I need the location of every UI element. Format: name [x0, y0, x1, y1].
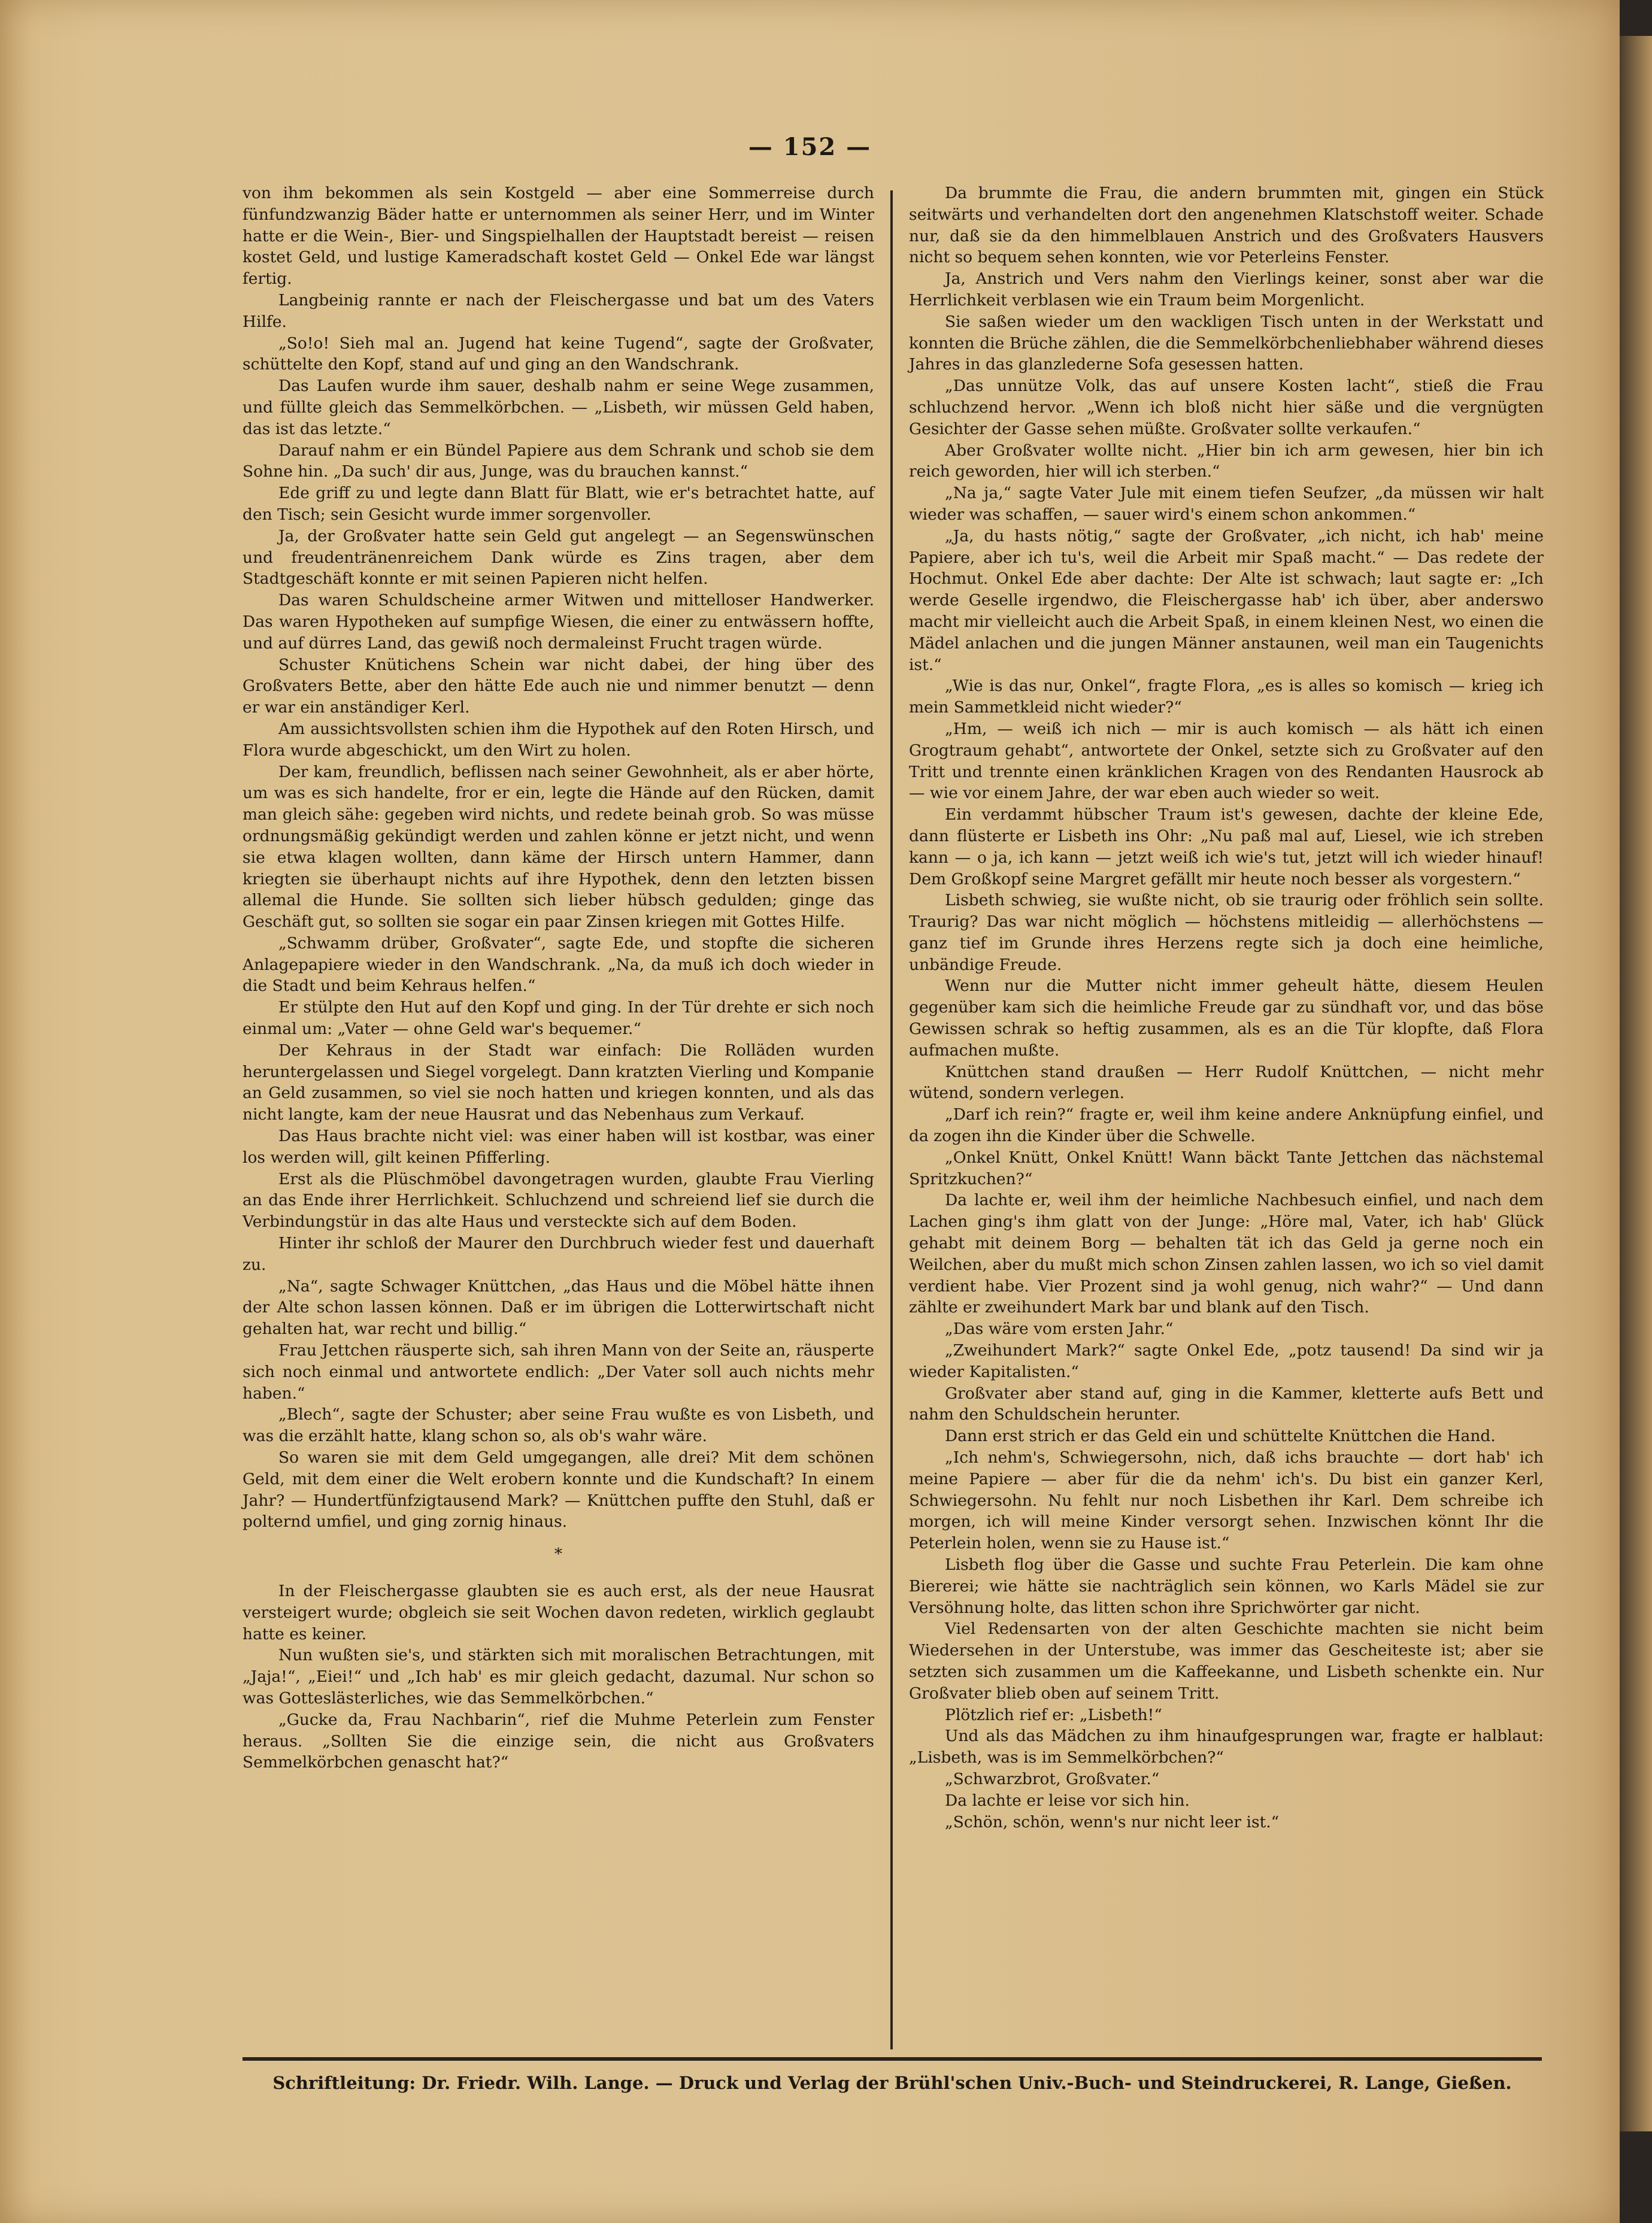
paragraph: Da brummte die Frau, die andern brummten mit, gingen ein Stück seitwärts und verhandelten dort den angenehmen Klatschstoff weiter. Schade nur, daß sie da den himmelblauen Anstrich und des Großvaters Hausvers nicht so bequem sehen konnten, wie vor Peterleins Fenster.: [909, 184, 1544, 267]
paragraph: Lisbeth schwieg, sie wußte nicht, ob sie traurig oder fröhlich sein sollte. Traurig? Das war nicht möglich — höchstens mitleidig — allerhöchstens — ganz tief im Grunde ihres Herzens regte sich ja doch eine heimliche, unbändige Freude.: [909, 891, 1544, 974]
paragraph: „So!o! Sieh mal an. Jugend hat keine Tugend“, sagte der Großvater, schüttelte den Kopf, stand auf und ging an den Wandschrank.: [243, 333, 874, 374]
paragraph: Das Haus brachte nicht viel: was einer haben will ist kostbar, was einer los werden will, gilt keinen Pfifferling.: [243, 1127, 874, 1167]
paragraph: Nun wußten sie's, und stärkten sich mit moralischen Betrachtungen, mit „Jaja!“, „Eiei!“ und „Ich hab' es mir gleich gedacht, dazumal. Nur schon so was Gotteslästerliches, wie das Semmelkörbchen.“: [243, 1646, 874, 1708]
paragraph: Wenn nur die Mutter nicht immer geheult hätte, diesem Heulen gegenüber kam sich die heimliche Freude gar zu sündhaft vor, und das böse Gewissen schrak so heftig zusammen, als es an die Tür klopfte, daß Flora aufmachen mußte.: [909, 976, 1544, 1060]
imprint-footer: Schriftleitung: Dr. Friedr. Wilh. Lange. — Druck und Verlag der Brühl'schen Univ.-Buch- und Steindruckerei, R. Lange, Gießen.: [272, 2073, 1512, 2093]
paragraph: Schuster Knütichens Schein war nicht dabei, der hing über des Großvaters Bette, aber den hätte Ede auch nie und nimmer benutzt — denn er war ein anständiger Kerl.: [243, 655, 874, 717]
paragraph: Aber Großvater wollte nicht. „Hier bin ich arm gewesen, hier bin ich reich geworden, hier will ich sterben.“: [909, 441, 1544, 481]
left-column: [243, 183, 874, 1773]
paragraph: „Gucke da, Frau Nachbarin“, rief die Muhme Peterlein zum Fenster heraus. „Sollten Sie die einzige sein, die nicht aus Großvaters Semmelkörbchen genascht hat?“: [243, 1710, 874, 1772]
paragraph: „Zweihundert Mark?“ sagte Onkel Ede, „potz tausend! Da sind wir ja wieder Kapitalisten.“: [909, 1341, 1544, 1381]
paragraph: Langbeinig rannte er nach der Fleischergasse und bat um des Vaters Hilfe.: [243, 290, 874, 331]
paragraph: „Schön, schön, wenn's nur nicht leer ist.“: [945, 1812, 1280, 1831]
paragraph: Ja, der Großvater hatte sein Geld gut angelegt — an Segenswünschen und freudentränenreichem Dank würde es Zins tragen, aber dem Stadtgeschäft konnte er mit seinen Papieren nicht helfen.: [243, 526, 874, 589]
paragraph: „Na ja,“ sagte Vater Jule mit einem tiefen Seufzer, „da müssen wir halt wieder was schaffen, — sauer wird's einem schon ankommen.“: [909, 484, 1544, 524]
paragraph: „Blech“, sagte der Schuster; aber seine Frau wußte es von Lisbeth, und was die erzählt hatte, klang schon so, als ob's wahr wäre.: [243, 1405, 874, 1446]
paragraph: „Das wäre vom ersten Jahr.“: [945, 1320, 1174, 1339]
paragraph: Hinter ihr schloß der Maurer den Durchbruch wieder fest und dauerhaft zu.: [243, 1234, 874, 1274]
column-divider: [890, 190, 893, 2049]
paragraph: „Onkel Knütt, Onkel Knütt! Wann bäckt Tante Jettchen das nächstemal Spritzkuchen?“: [909, 1148, 1544, 1188]
paragraph: Sie saßen wieder um den wackligen Tisch unten in der Werkstatt und konnten die Brüche zählen, die die Semmelkörbchenliebhaber während dieses Jahres in das glanzlederne Sofa gesessen hatten.: [909, 312, 1544, 374]
footer-rule: [243, 2057, 1542, 2061]
paragraph: Ede griff zu und legte dann Blatt für Blatt, wie er's betrachtet hatte, auf den Tisch; sein Gesicht wurde immer sorgenvoller.: [243, 484, 874, 524]
paragraph: Da lachte er leise vor sich hin.: [945, 1791, 1190, 1810]
paragraph: Das Laufen wurde ihm sauer, deshalb nahm er seine Wege zusammen, und füllte gleich das Semmelkörbchen. — „Lisbeth, wir müssen Geld haben, das ist das letzte.“: [243, 377, 874, 438]
paragraph: Ein verdammt hübscher Traum ist's gewesen, dachte der kleine Ede, dann flüsterte er Lisbeth ins Ohr: „Nu paß mal auf, Liesel, wie ich streben kann — o ja, ich kann — jetzt weiß ich wie's tut, jetzt will ich wieder hinauf! Dem Großkopf seine Margret gefällt mir heute noch besser als vorgestern.“: [909, 805, 1544, 888]
paragraph: „Na“, sagte Schwager Knüttchen, „das Haus und die Möbel hätte ihnen der Alte schon lassen können. Daß er im übrigen die Lotterwirtschaft nicht gehalten hat, war recht und billig.“: [243, 1276, 874, 1339]
paragraph: „Ja, du hasts nötig,“ sagte der Großvater, „ich nicht, ich hab' meine Papiere, aber ich tu's, weil die Arbeit mir Spaß macht.“ — Das redete der Hochmut. Onkel Ede aber dachte: Der Alte ist schwach; laut sagte er: „Ich werde Geselle irgendwo, die Fleischergasse hab' ich über, aber anderswo macht mir vielleicht auch die Arbeit Spaß, in einem kleinen Nest, wo einen die Mädel anlachen und die jungen Männer anstaunen, weil man ein Taugenichts ist.“: [909, 526, 1544, 674]
adjacent-page-edge: [1620, 36, 1652, 2131]
paragraph: So waren sie mit dem Geld umgegangen, alle drei? Mit dem schönen Geld, mit dem einer die Welt erobern konnte und die Kundschaft? In einem Jahr? — Hundertfünfzigtausend Mark? — Knüttchen puffte den Stuhl, daß er polternd umfiel, und ging zornig hinaus.: [243, 1448, 874, 1531]
paragraph: „Ich nehm's, Schwiegersohn, nich, daß ichs brauchte — dort hab' ich meine Papiere — aber für die da nehm' ich's. Du bist ein ganzer Kerl, Schwiegersohn. Nu fehlt nur noch Lisbethen ihr Karl. Dem schreibe ich morgen, ich will meine Kinder versorgt sehen. Inzwischen könnt Ihr die Peterlein holen, wenn sie zu Hause ist.“: [909, 1448, 1544, 1553]
paragraph: „Darf ich rein?“ fragte er, weil ihm keine andere Anknüpfung einfiel, und da zogen ihn die Kinder über die Schwelle.: [909, 1105, 1544, 1146]
paragraph: Frau Jettchen räusperte sich, sah ihren Mann von der Seite an, räusperte sich noch einmal und antwortete endlich: „Der Vater soll auch nichts mehr haben.“: [243, 1341, 874, 1403]
paragraph: „Das unnütze Volk, das auf unsere Kosten lacht“, stieß die Frau schluchzend hervor. „Wenn ich bloß nicht hier säße und die vergnügten Gesichter der Gasse sehen müßte. Großvater sollte verkaufen.“: [909, 377, 1544, 438]
right-column: [909, 183, 1544, 1833]
paragraph: „Wie is das nur, Onkel“, fragte Flora, „es is alles so komisch — krieg ich mein Sammetkleid nicht wieder?“: [909, 677, 1544, 717]
paragraph: Großvater aber stand auf, ging in die Kammer, kletterte aufs Bett und nahm den Schuldschein herunter.: [909, 1384, 1544, 1424]
paragraph: Ja, Anstrich und Vers nahm den Vierlings keiner, sonst aber war die Herrlichkeit verblasen wie ein Traum beim Morgenlicht.: [909, 269, 1544, 310]
paragraph: Lisbeth flog über die Gasse und suchte Frau Peterlein. Die kam ohne Biererei; wie hätte sie nachträglich sein können, wo Karls Mädel sie zur Versöhnung holte, das litten schon ihre Sprichwörter gar nicht.: [909, 1555, 1544, 1617]
section-break-star: *: [554, 1545, 563, 1564]
paragraph: Knüttchen stand draußen — Herr Rudolf Knüttchen, — nicht mehr wütend, sondern verlegen.: [909, 1062, 1544, 1103]
paragraph: Er stülpte den Hut auf den Kopf und ging. In der Tür drehte er sich noch einmal um: „Vater — ohne Geld war's bequemer.“: [243, 998, 874, 1039]
paragraph: Und als das Mädchen zu ihm hinaufgesprungen war, fragte er halblaut: „Lisbeth, was is im Semmelkörbchen?“: [909, 1727, 1544, 1767]
paragraph: Viel Redensarten von der alten Geschichte machten sie nicht beim Wiedersehen in der Unterstube, was immer das Gescheiteste ist; aber sie setzten sich zusammen um die Kaffeekanne, und Lisbeth schenkte ein. Nur Großvater blieb oben auf seinem Tritt.: [909, 1620, 1544, 1703]
paragraph: In der Fleischergasse glaubten sie es auch erst, als der neue Hausrat versteigert wurde; obgleich sie seit Wochen davon redeten, wirklich geglaubt hatte es keiner.: [243, 1582, 874, 1643]
paragraph: Da lachte er, weil ihm der heimliche Nachbesuch einfiel, und nach dem Lachen ging's ihm glatt von der Junge: „Höre mal, Vater, ich hab' Glück gehabt mit deinem Borg — behalten tät ich das Geld ja gerne noch ein Weilchen, aber du mußt mich schon Zinsen zahlen lassen, wo ich so viel damit verdient habe. Vier Prozent sind ja wohl genug, nich wahr?“ — Und dann zählte er zweihundert Mark bar und blank auf den Tisch.: [909, 1191, 1544, 1317]
paragraph: Plötzlich rief er: „Lisbeth!“: [945, 1705, 1162, 1724]
paragraph: Dann erst strich er das Geld ein und schüttelte Knüttchen die Hand.: [945, 1427, 1496, 1446]
paragraph: Das waren Schuldscheine armer Witwen und mittelloser Handwerker. Das waren Hypotheken auf sumpfige Wiesen, die einer zu entwässern hoffte, und auf dürres Land, das gewiß noch dermaleinst Frucht tragen würde.: [243, 591, 874, 653]
paragraph: „Hm, — weiß ich nich — mir is auch komisch — als hätt ich einen Grogtraum gehabt“, antwortete der Onkel, setzte sich zu Großvater auf den Tritt und trennte einen kränklichen Kragen von des Rendanten Hausrock ab — wie vor einem Jahre, der war eben auch wieder so weit.: [909, 719, 1544, 803]
paragraph: Der Kehraus in der Stadt war einfach: Die Rolläden wurden heruntergelassen und Siegel vorgelegt. Dann kratzten Vierling und Kompanie an Geld zusammen, so viel sie noch hatten und kriegen konnten, und als das nicht langte, kam der neue Hausrat und das Nebenhaus zum Verkauf.: [243, 1041, 874, 1124]
paragraph: von ihm bekommen als sein Kostgeld — aber eine Sommerreise durch fünfundzwanzig Bäder hatte er unternommen als seiner Herr, und im Winter hatte er die Wein-, Bier- und Singspielhallen der Hauptstadt bereist — reisen kostet Geld, und lustige Kameradschaft kostet Geld — Onkel Ede war längst fertig.: [243, 184, 874, 289]
paragraph: Am aussichtsvollsten schien ihm die Hypothek auf den Roten Hirsch, und Flora wurde abgeschickt, um den Wirt zu holen.: [243, 719, 874, 760]
paragraph: „Schwamm drüber, Großvater“, sagte Ede, und stopfte die sicheren Anlagepapiere wieder in den Wandschrank. „Na, da muß ich doch wieder in die Stadt und beim Kehraus helfen.“: [243, 933, 874, 996]
paragraph: Darauf nahm er ein Bündel Papiere aus dem Schrank und schob sie dem Sohne hin. „Da such' dir aus, Junge, was du brauchen kannst.“: [243, 441, 874, 481]
page-number: — 152 —: [748, 133, 872, 161]
paragraph: Der kam, freundlich, beflissen nach seiner Gewohnheit, als er aber hörte, um was es sich handelte, fror er ein, legte die Hände auf den Rücken, damit man gleich sähe: gegeben wird nichts, und redete beinah grob. So was müsse ordnungsmäßig gekündigt werden und zahlen könne er jetzt nicht, und wenn sie etwa klagen wollten, dann käme der Hirsch untern Hammer, dann kriegten sie überhaupt nichts auf ihre Hypothek, denn den letzten bissen allemal die Hunde. Sie sollten sich lieber hübsch gedulden; ginge das Geschäft gut, so sollten sie sogar ein paar Zinsen kriegen mit Gottes Hilfe.: [243, 762, 874, 932]
paragraph: „Schwarzbrot, Großvater.“: [945, 1769, 1160, 1788]
paragraph: Erst als die Plüschmöbel davongetragen wurden, glaubte Frau Vierling an das Ende ihrer Herrlichkeit. Schluchzend und schreiend lief sie durch die Verbindungstür in das alte Haus und versteckte sich auf dem Boden.: [243, 1169, 874, 1232]
